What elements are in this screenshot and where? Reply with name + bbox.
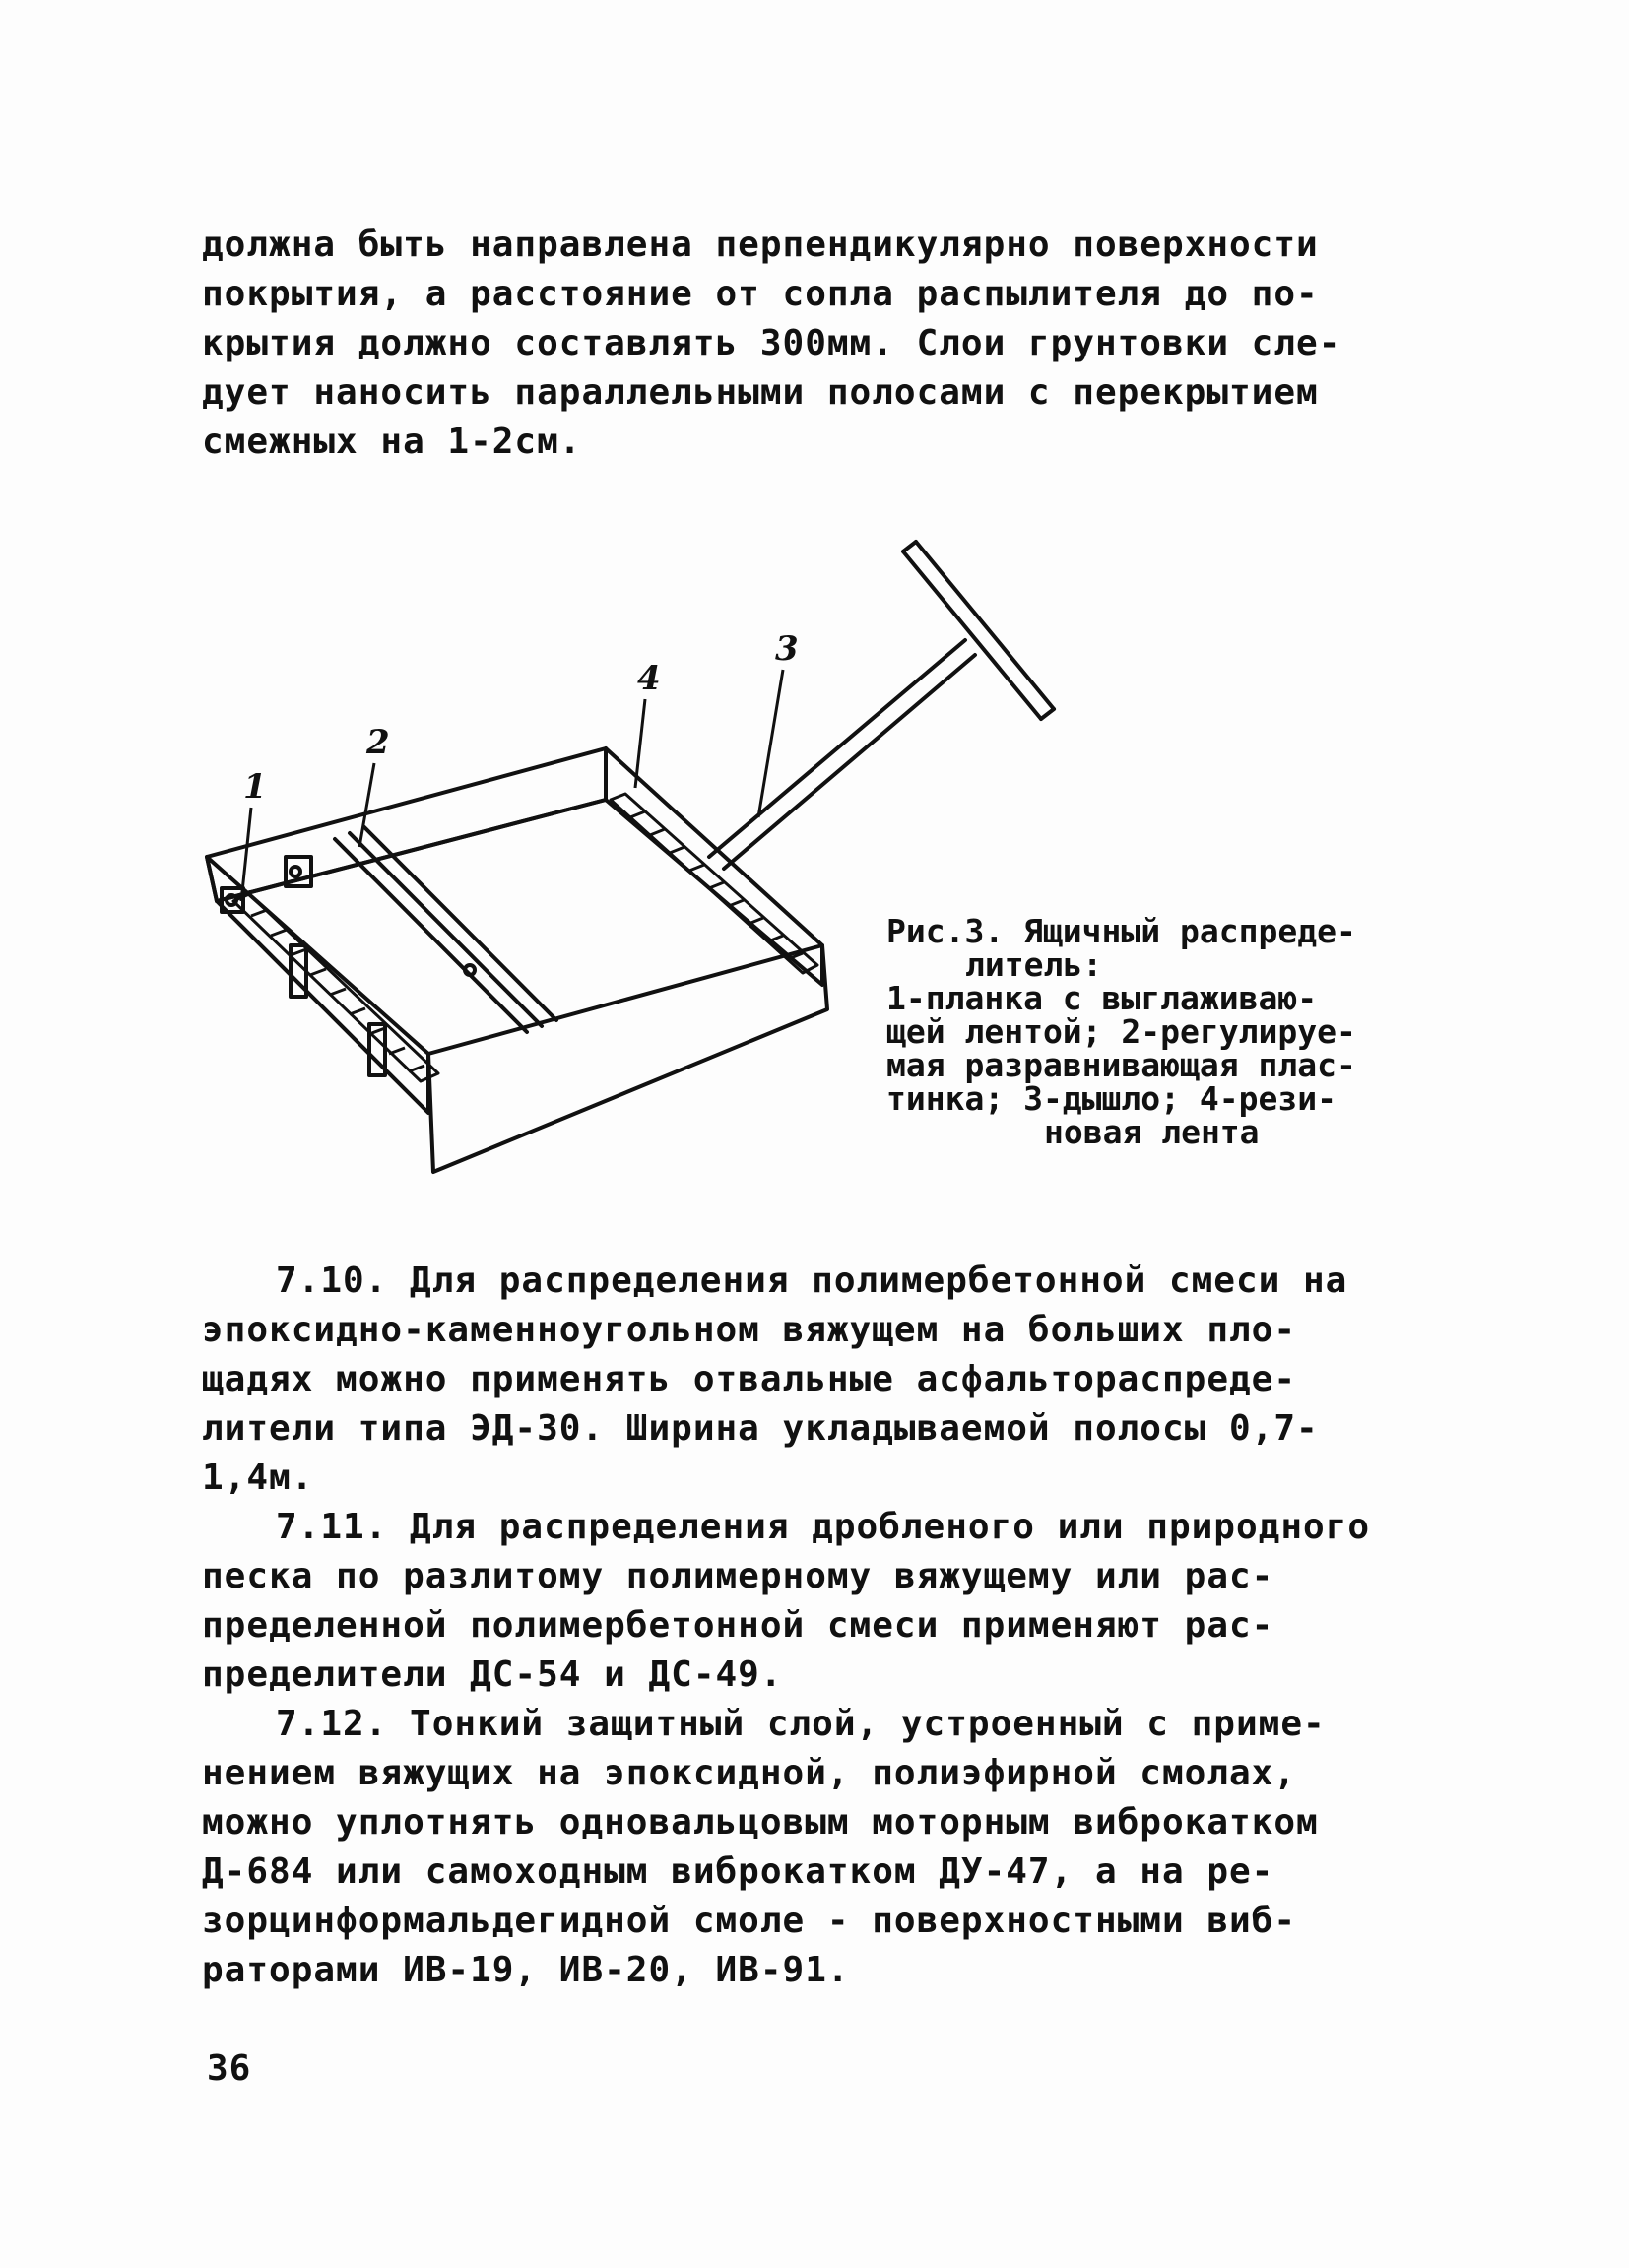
page-number: 36 xyxy=(207,2048,252,2089)
p712-line-4: Д-684 или самоходным виброкатком ДУ-47, а на ре- xyxy=(202,1851,1274,1892)
caption-line-3: мая разравнивающая плас- xyxy=(886,1046,1356,1084)
box-front-wall xyxy=(428,945,827,1172)
p712-line-1: 7.12. Тонкий защитный слой, устроенный с приме- xyxy=(276,1704,1326,1744)
intro-line-5: смежных на 1-2см. xyxy=(202,421,582,462)
intro-line-4: дует наносить параллельными полосами с перекрытием xyxy=(202,372,1319,413)
p712-line-5: зорцинформальдегидной смоле - поверхностными виб- xyxy=(202,1901,1297,1941)
p711-line-3: пределенной полимербетонной смеси применяют рас- xyxy=(202,1605,1274,1646)
p710-line-2: эпоксидно-каменноугольном вяжущем на больших пло- xyxy=(202,1310,1297,1350)
label-4: 4 xyxy=(637,659,661,698)
p711-line-2: песка по разлитому полимерному вяжущему или рас- xyxy=(202,1556,1274,1596)
intro-line-3: крытия должно составлять 300мм. Слои грунтовки сле- xyxy=(202,323,1341,363)
rubber-tape xyxy=(611,794,817,973)
label-3: 3 xyxy=(775,629,799,669)
intro-line-1: должна быть направлена перпендикулярно поверхности xyxy=(202,225,1319,265)
p711-line-1: 7.11. Для распределения дробленого или природного xyxy=(276,1507,1371,1547)
caption-title-cont: литель: xyxy=(965,945,1103,984)
p710-line-4: лители типа ЭД-30. Ширина укладываемой полосы 0,7- xyxy=(202,1408,1319,1449)
box-back-wall xyxy=(207,748,606,901)
caption-line-5: новая лента xyxy=(1044,1113,1260,1151)
p712-line-2: нением вяжущих на эпоксидной, полиэфирной смолах, xyxy=(202,1753,1297,1793)
label-1: 1 xyxy=(243,767,267,807)
caption-title: Рис.3. Ящичный распреде- xyxy=(886,912,1356,950)
drawbar xyxy=(709,640,965,857)
caption-line-2: щей лентой; 2-регулируе- xyxy=(886,1012,1356,1051)
caption-line-4: тинка; 3-дышло; 4-рези- xyxy=(886,1079,1336,1118)
p710-line-5: 1,4м. xyxy=(202,1458,314,1498)
p710-line-1: 7.10. Для распределения полимербетонной смеси на xyxy=(276,1261,1348,1301)
p712-line-3: можно уплотнять одновальцовым моторным виброкатком xyxy=(202,1802,1319,1843)
caption-line-1: 1-планка с выглаживаю- xyxy=(886,979,1318,1017)
box-right-wall xyxy=(606,748,822,985)
p710-line-3: щадях можно применять отвальные асфальтораспреде- xyxy=(202,1359,1297,1399)
smoothing-plank xyxy=(233,894,438,1081)
p712-line-6: раторами ИВ-19, ИВ-20, ИВ-91. xyxy=(202,1950,850,1990)
label-2: 2 xyxy=(366,723,390,762)
p711-line-4: пределители ДС-54 и ДС-49. xyxy=(202,1654,783,1695)
intro-line-2: покрытия, а расстояние от сопла распылителя до по- xyxy=(202,274,1319,314)
